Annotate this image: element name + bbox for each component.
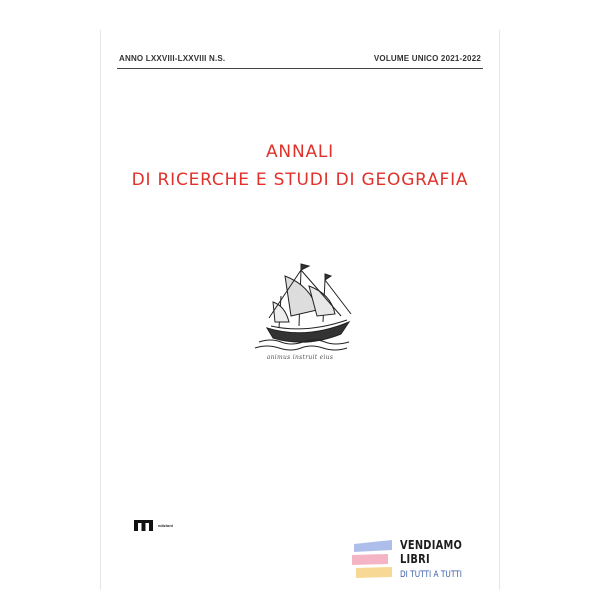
book-stack-icon xyxy=(348,536,396,586)
cover-title xyxy=(101,138,499,194)
store-watermark xyxy=(348,532,508,592)
title-line-1: ANNALI xyxy=(266,142,334,162)
series-year: ANNO LXXVIII-LXXVIII N.S. xyxy=(119,54,226,63)
motto: animus instruit eius xyxy=(266,354,334,361)
publisher-logo-icon xyxy=(133,518,155,532)
header-rule xyxy=(117,68,483,69)
watermark-line-1: VENDIAMO xyxy=(400,538,463,552)
publisher-logo xyxy=(133,518,173,532)
cover-header xyxy=(119,54,481,63)
publisher-name: edizioni xyxy=(158,522,173,528)
title-line-2: DI RICERCHE E STUDI DI GEOGRAFIA xyxy=(131,170,469,190)
watermark-line-3: DI TUTTI A TUTTI xyxy=(400,570,462,580)
watermark-line-2: LIBRI xyxy=(400,552,430,566)
volume-label: VOLUME UNICO 2021-2022 xyxy=(373,54,481,63)
book-cover xyxy=(100,30,500,590)
sailing-ship-icon xyxy=(251,256,361,352)
